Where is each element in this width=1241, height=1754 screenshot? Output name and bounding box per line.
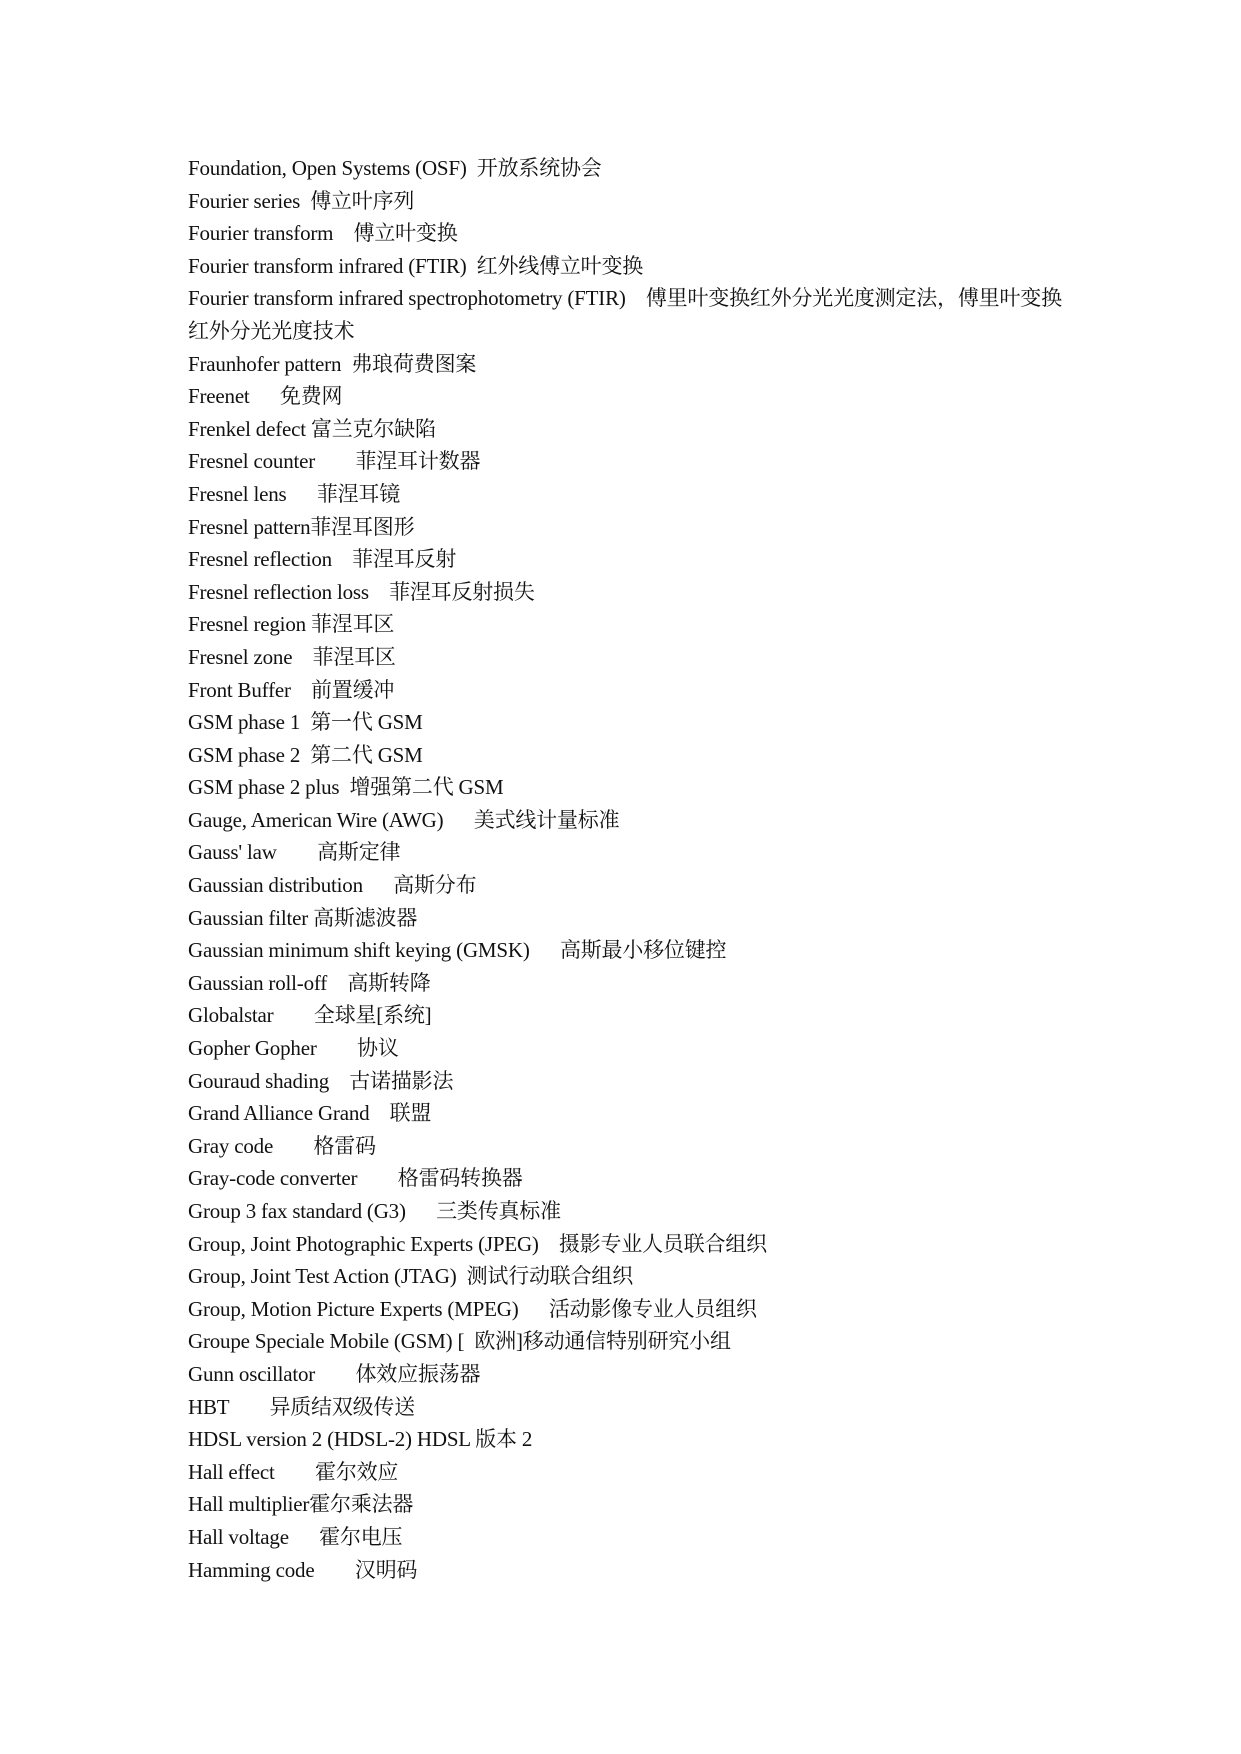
- entry-translation: 古诺描影法: [349, 1068, 454, 1093]
- glossary-entry: [188, 185, 1068, 218]
- entry-translation: 格雷码: [313, 1133, 376, 1158]
- glossary-entry: [188, 1065, 1068, 1098]
- entry-spacing: [250, 384, 280, 408]
- entry-term: Gaussian roll-off: [188, 970, 328, 995]
- entry-spacing: [291, 678, 311, 702]
- entry-translation: 高斯分布: [393, 873, 477, 898]
- entry-spacing: [273, 1134, 313, 1158]
- glossary-entry: [188, 902, 1068, 935]
- entry-spacing: [357, 1166, 397, 1190]
- glossary-entry: [188, 674, 1068, 707]
- glossary-entry: [188, 771, 1068, 804]
- entry-term: Freenet: [188, 384, 250, 409]
- glossary-entry: [188, 739, 1068, 772]
- entry-translation: 第一代 GSM: [310, 710, 423, 735]
- entry-translation: 弗琅荷费图案: [351, 351, 477, 376]
- glossary-entry: [188, 869, 1068, 902]
- entry-term: Fraunhofer pattern: [188, 351, 342, 376]
- glossary-entry: [188, 348, 1068, 381]
- entry-spacing: [327, 971, 347, 995]
- entry-translation: 菲涅耳反射: [352, 547, 457, 572]
- entry-term: Group, Motion Picture Experts (MPEG): [188, 1296, 519, 1321]
- entry-term: Gaussian distribution: [188, 873, 363, 898]
- entry-translation: 菲涅耳区: [312, 644, 396, 669]
- entry-spacing: [519, 1297, 549, 1321]
- entry-spacing: [464, 1329, 474, 1353]
- entry-term: Gauge, American Wire (AWG): [188, 807, 444, 832]
- entry-spacing: [315, 1362, 355, 1386]
- entry-translation: 菲涅耳镜: [316, 481, 401, 506]
- entry-term: Groupe Speciale Mobile (GSM) [: [188, 1329, 465, 1354]
- entry-translation: 霍尔效应: [315, 1459, 399, 1484]
- entry-translation: 全球星[系统]: [313, 1003, 432, 1028]
- entry-translation: 高斯定律: [317, 840, 401, 865]
- entry-term: Fourier transform infrared spectrophotometry (FTIR): [188, 286, 626, 311]
- glossary-entry: [188, 282, 1068, 347]
- entry-term: Gray code: [188, 1133, 274, 1158]
- glossary-entry: [188, 1032, 1068, 1065]
- glossary-entry: [188, 152, 1068, 185]
- entry-spacing: [300, 743, 310, 767]
- glossary-entry: [188, 576, 1068, 609]
- entry-spacing: [341, 352, 351, 376]
- entry-term: Group, Joint Photographic Experts (JPEG): [188, 1231, 539, 1256]
- entry-translation: 美式线计量标准: [473, 807, 620, 832]
- entry-term: Hamming code: [188, 1557, 315, 1582]
- entry-translation: 高斯滤波器: [313, 905, 418, 930]
- entry-spacing: [467, 156, 477, 180]
- glossary-entry: [188, 1521, 1068, 1554]
- entry-term: GSM phase 2: [188, 742, 301, 767]
- entry-spacing: [530, 938, 560, 962]
- entry-spacing: [467, 254, 477, 278]
- entry-translation: 摄影专业人员联合组织: [558, 1231, 767, 1256]
- entry-term: Fresnel lens: [188, 481, 287, 506]
- glossary-entry: [188, 543, 1068, 576]
- entry-term: Fresnel reflection: [188, 547, 332, 572]
- entry-spacing: [289, 1525, 319, 1549]
- entry-spacing: [315, 449, 355, 473]
- glossary-entry: [188, 836, 1068, 869]
- entry-translation: 增强第二代 GSM: [349, 775, 504, 800]
- entry-translation: 红外线傅立叶变换: [476, 253, 644, 278]
- entry-translation: 菲涅耳图形: [310, 514, 415, 539]
- entry-spacing: [443, 808, 473, 832]
- entry-spacing: [314, 1558, 354, 1582]
- entry-term: GSM phase 2 plus: [188, 775, 340, 800]
- entry-translation: 异质结双级传送: [269, 1394, 416, 1419]
- entry-translation: 版本 2: [475, 1427, 533, 1452]
- entry-translation: 协议: [357, 1036, 399, 1061]
- entry-term: Foundation, Open Systems (OSF): [188, 156, 467, 180]
- entry-spacing: [457, 1264, 467, 1288]
- glossary-entry: [188, 608, 1068, 641]
- glossary-entry: [188, 1293, 1068, 1326]
- glossary-entry: [188, 641, 1068, 674]
- entry-spacing: [292, 645, 312, 669]
- glossary-entry: [188, 706, 1068, 739]
- entry-translation: 免费网: [279, 384, 343, 409]
- entry-spacing: [369, 1101, 389, 1125]
- entry-term: Fresnel zone: [188, 644, 293, 669]
- entry-translation: 傅立叶变换: [353, 221, 458, 246]
- glossary-entry: [188, 1260, 1068, 1293]
- entry-term: HBT: [188, 1394, 230, 1419]
- entry-translation: 傅立叶序列: [310, 188, 415, 213]
- glossary-entry: [188, 1358, 1068, 1391]
- glossary-entry: [188, 1228, 1068, 1261]
- entry-spacing: [273, 1003, 313, 1027]
- entry-translation: 前置缓冲: [311, 677, 395, 702]
- entry-translation: 汉明码: [354, 1557, 418, 1582]
- entry-term: Gopher Gopher: [188, 1036, 317, 1061]
- entry-term: Group 3 fax standard (G3): [188, 1199, 406, 1223]
- glossary-entry: [188, 1391, 1068, 1424]
- entry-translation: 开放系统协会: [476, 156, 602, 180]
- glossary-entry: [188, 999, 1068, 1032]
- entry-spacing: [275, 1460, 315, 1484]
- glossary-entry: [188, 1195, 1068, 1228]
- glossary-entry: [188, 934, 1068, 967]
- glossary-entry: [188, 445, 1068, 478]
- entry-translation: 富兰克尔缺陷: [310, 416, 436, 441]
- entry-term: Fresnel reflection loss: [188, 579, 369, 604]
- entry-translation: 测试行动联合组织: [466, 1264, 634, 1289]
- entry-spacing: [300, 710, 310, 734]
- glossary-entry: [188, 413, 1068, 446]
- entry-spacing: [332, 547, 352, 571]
- glossary-entry: [188, 511, 1068, 544]
- entry-term: Hall multiplier: [188, 1492, 310, 1517]
- entry-term: Gauss' law: [188, 840, 277, 865]
- glossary-entry: [188, 1456, 1068, 1489]
- entry-translation: 第二代 GSM: [310, 742, 423, 767]
- entry-term: Fourier transform: [188, 221, 334, 246]
- entry-term: Fresnel counter: [188, 449, 316, 474]
- entry-spacing: [406, 1199, 436, 1223]
- glossary-entry: [188, 1097, 1068, 1130]
- entry-translation: 联盟: [389, 1101, 432, 1126]
- entry-spacing: [369, 580, 389, 604]
- entry-translation: 傅里叶变换红外分光光度测定法，傅里叶变换红外分光光度技术: [188, 286, 1062, 343]
- glossary-entry: [188, 250, 1068, 283]
- entry-term: Group, Joint Test Action (JTAG): [188, 1264, 457, 1289]
- entry-spacing: [626, 286, 646, 310]
- entry-term: Fresnel pattern: [188, 514, 311, 539]
- entry-term: Gray-code converter: [188, 1166, 358, 1191]
- glossary-entry: [188, 967, 1068, 1000]
- glossary-entry: [188, 1162, 1068, 1195]
- glossary-list: [188, 152, 1068, 1586]
- glossary-entry: [188, 1554, 1068, 1587]
- entry-term: Globalstar: [188, 1003, 274, 1028]
- entry-spacing: [339, 775, 349, 799]
- entry-term: Grand Alliance Grand: [188, 1101, 370, 1126]
- entry-term: Gouraud shading: [188, 1068, 330, 1093]
- entry-spacing: [300, 189, 310, 213]
- entry-translation: 菲涅耳计数器: [355, 449, 481, 474]
- entry-term: Fourier transform infrared (FTIR): [188, 253, 467, 278]
- entry-translation: 菲涅耳区: [310, 612, 395, 637]
- entry-term: Frenkel defect: [188, 416, 306, 441]
- entry-spacing: [229, 1395, 269, 1419]
- entry-term: GSM phase 1: [188, 710, 301, 735]
- entry-translation: 菲涅耳反射损失: [389, 579, 535, 604]
- entry-spacing: [317, 1036, 357, 1060]
- entry-translation: 高斯最小移位键控: [559, 938, 727, 963]
- entry-spacing: [329, 1069, 349, 1093]
- glossary-entry: [188, 1325, 1068, 1358]
- entry-translation: 高斯转降: [347, 970, 431, 995]
- glossary-entry: [188, 217, 1068, 250]
- entry-term: Fourier series: [188, 188, 301, 213]
- entry-translation: 格雷码转换器: [397, 1166, 523, 1191]
- glossary-entry: [188, 1130, 1068, 1163]
- entry-spacing: [539, 1232, 559, 1256]
- glossary-entry: [188, 1488, 1068, 1521]
- entry-spacing: [277, 840, 317, 864]
- entry-term: Gaussian minimum shift keying (GMSK): [188, 938, 530, 963]
- entry-term: Gaussian filter: [188, 905, 309, 930]
- glossary-entry: [188, 1423, 1068, 1456]
- entry-translation: 活动影像专业人员组织: [548, 1296, 757, 1321]
- entry-spacing: [333, 221, 353, 245]
- glossary-entry: [188, 380, 1068, 413]
- entry-spacing: [363, 873, 393, 897]
- entry-translation: 体效应振荡器: [355, 1361, 481, 1386]
- entry-term: Gunn oscillator: [188, 1361, 316, 1386]
- glossary-entry: [188, 478, 1068, 511]
- entry-translation: 三类传真标准: [436, 1199, 561, 1223]
- entry-term: Hall voltage: [188, 1524, 289, 1549]
- entry-translation: 霍尔乘法器: [309, 1492, 414, 1517]
- entry-term: HDSL version 2 (HDSL-2) HDSL: [188, 1427, 471, 1452]
- entry-translation: 霍尔电压: [319, 1524, 403, 1549]
- glossary-entry: [188, 804, 1068, 837]
- entry-spacing: [287, 482, 317, 506]
- entry-term: Hall effect: [188, 1459, 275, 1484]
- entry-translation: 欧洲]移动通信特别研究小组: [474, 1329, 731, 1354]
- entry-term: Front Buffer: [188, 677, 291, 702]
- entry-term: Fresnel region: [188, 612, 306, 637]
